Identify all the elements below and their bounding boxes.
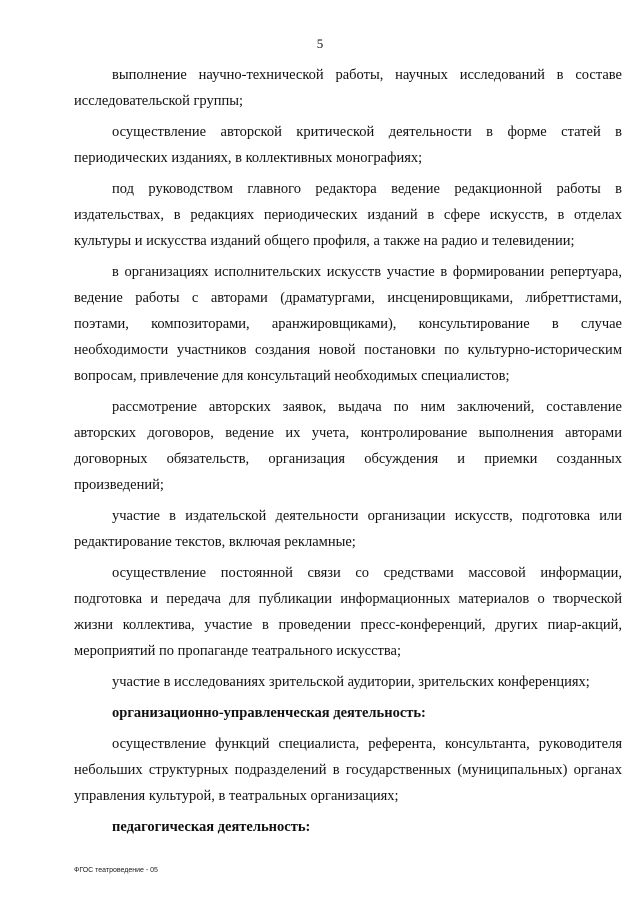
paragraph-media-relations: осуществление постоянной связи со средствами массовой информации, подготовка и передача для публикации информационных материалов о творческой жизни коллектива, участие в проведении пресс-конференций, других пиар-акций, мероприятий по пропаганде театрального искусства; <box>74 565 622 659</box>
paragraph-research-work: выполнение научно-технической работы, научных исследований в составе исследовательской группы; <box>74 67 622 109</box>
heading-management: организационно-управленческая деятельность: <box>112 705 426 721</box>
paragraph-author-applications: рассмотрение авторских заявок, выдача по ним заключений, составление авторских договоров, ведение их учета, контролирование выполнения авторами договорных обязательств, организация обсуждения и приемки созданных произведений; <box>74 399 622 493</box>
paragraph-editorial-work: под руководством главного редактора ведение редакционной работы в издательствах, в редакциях периодических изданий в сфере искусств, в отделах культуры и искусства изданий общего профиля, а также на радио и телевидении; <box>74 181 622 249</box>
paragraph-audience-research: участие в исследованиях зрительской аудитории, зрительских конференциях; <box>112 674 590 690</box>
page-number: 5 <box>316 36 324 51</box>
heading-pedagogy: педагогическая деятельность: <box>112 819 311 835</box>
paragraph-management-functions: осуществление функций специалиста, референта, консультанта, руководителя небольших структурных подразделений в государственных (муниципальных) органах управления культурой, в театральных организациях; <box>74 736 622 804</box>
paragraph-critical-activity: осуществление авторской критической деятельности в форме статей в периодических изданиях, в коллективных монографиях; <box>74 124 622 166</box>
document-body <box>74 62 622 845</box>
page-footer: ФГОС театроведение - 05 <box>74 867 158 874</box>
paragraph-publishing: участие в издательской деятельности организации искусств, подготовка или редактирование текстов, включая рекламные; <box>74 508 622 550</box>
paragraph-repertoire: в организациях исполнительских искусств участие в формировании репертуара, ведение работы с авторами (драматургами, инсценировщиками, либреттистами, поэтами, композиторами, аранжировщиками), консультирование в случае необходимости участников создания новой постановки по культурно-историческим вопросам, привлечение для консультаций необходимых специалистов; <box>74 264 622 384</box>
